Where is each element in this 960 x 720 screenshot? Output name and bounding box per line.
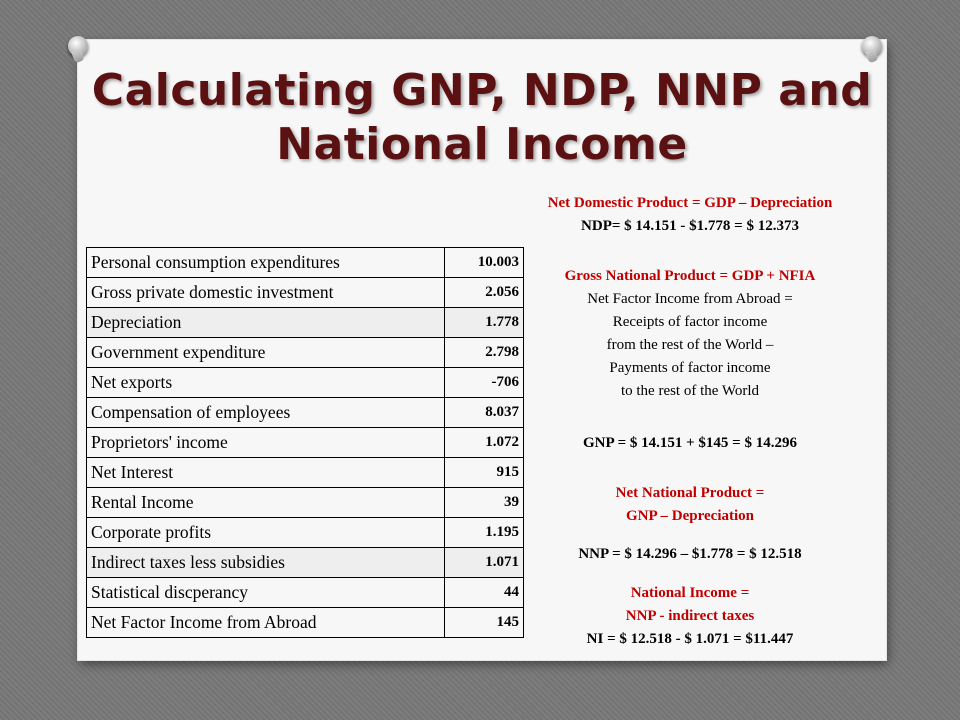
row-value: 1.195 [444,518,523,548]
row-label: Compensation of employees [87,398,445,428]
pushpin-icon [68,36,88,56]
row-value: 44 [444,578,523,608]
nfia-line-2: Receipts of factor income [612,314,768,330]
gnp-formula-section [520,432,860,455]
gnp-section [520,265,860,403]
table-row [87,488,524,518]
national-accounts-table [86,247,524,638]
row-label: Indirect taxes less subsidies [87,548,445,578]
row-label: Net Factor Income from Abroad [87,608,445,638]
nfia-line-5: to the rest of the World [620,383,760,399]
table-row [87,368,524,398]
row-label: Depreciation [87,308,445,338]
row-value: 8.037 [444,398,523,428]
ndp-heading: Net Domestic Product = GDP – Depreciation [547,195,833,211]
nnp-section [520,482,860,528]
row-label: Statistical discperancy [87,578,445,608]
ni-heading-line-1: National Income = [630,585,750,601]
row-value: 1.778 [444,308,523,338]
nnp-formula-section [520,543,860,566]
row-label: Gross private domestic investment [87,278,445,308]
table-row [87,308,524,338]
nfia-line-1: Net Factor Income from Abroad = [587,291,793,307]
table-row [87,608,524,638]
table-row [87,578,524,608]
row-label: Rental Income [87,488,445,518]
table-row [87,518,524,548]
table-row [87,458,524,488]
slide-title [78,64,886,172]
row-value: 2.798 [444,338,523,368]
row-value: 1.071 [444,548,523,578]
row-label: Proprietors' income [87,428,445,458]
table-row [87,338,524,368]
ni-formula: NI = $ 12.518 - $ 1.071 = $11.447 [586,631,794,647]
row-value: -706 [444,368,523,398]
nnp-formula: NNP = $ 14.296 – $1.778 = $ 12.518 [578,546,802,562]
table-row [87,428,524,458]
nfia-line-3: from the rest of the World – [606,337,774,353]
ndp-formula: NDP= $ 14.151 - $1.778 = $ 12.373 [581,218,799,234]
row-value: 2.056 [444,278,523,308]
table-row [87,398,524,428]
row-value: 1.072 [444,428,523,458]
national-income-section [520,582,860,651]
title-line-1: Calculating GNP, NDP, NNP and [91,65,873,116]
row-label: Government expenditure [87,338,445,368]
nnp-heading-line-1: Net National Product = [615,485,765,501]
row-value: 915 [444,458,523,488]
ni-heading-line-2: NNP - indirect taxes [625,608,755,624]
nnp-heading-line-2: GNP – Depreciation [625,508,755,524]
row-value: 10.003 [444,248,523,278]
title-line-2: National Income [276,119,688,170]
nfia-line-4: Payments of factor income [609,360,771,376]
row-label: Corporate profits [87,518,445,548]
pushpin-icon [862,36,882,56]
row-label: Personal consumption expenditures [87,248,445,278]
table-row [87,248,524,278]
row-label: Net Interest [87,458,445,488]
gnp-formula: GNP = $ 14.151 + $145 = $ 14.296 [583,435,797,451]
row-value: 39 [444,488,523,518]
row-label: Net exports [87,368,445,398]
ndp-section [520,192,860,238]
table-row [87,278,524,308]
gnp-heading: Gross National Product = GDP + NFIA [564,268,816,284]
table-row [87,548,524,578]
row-value: 145 [444,608,523,638]
